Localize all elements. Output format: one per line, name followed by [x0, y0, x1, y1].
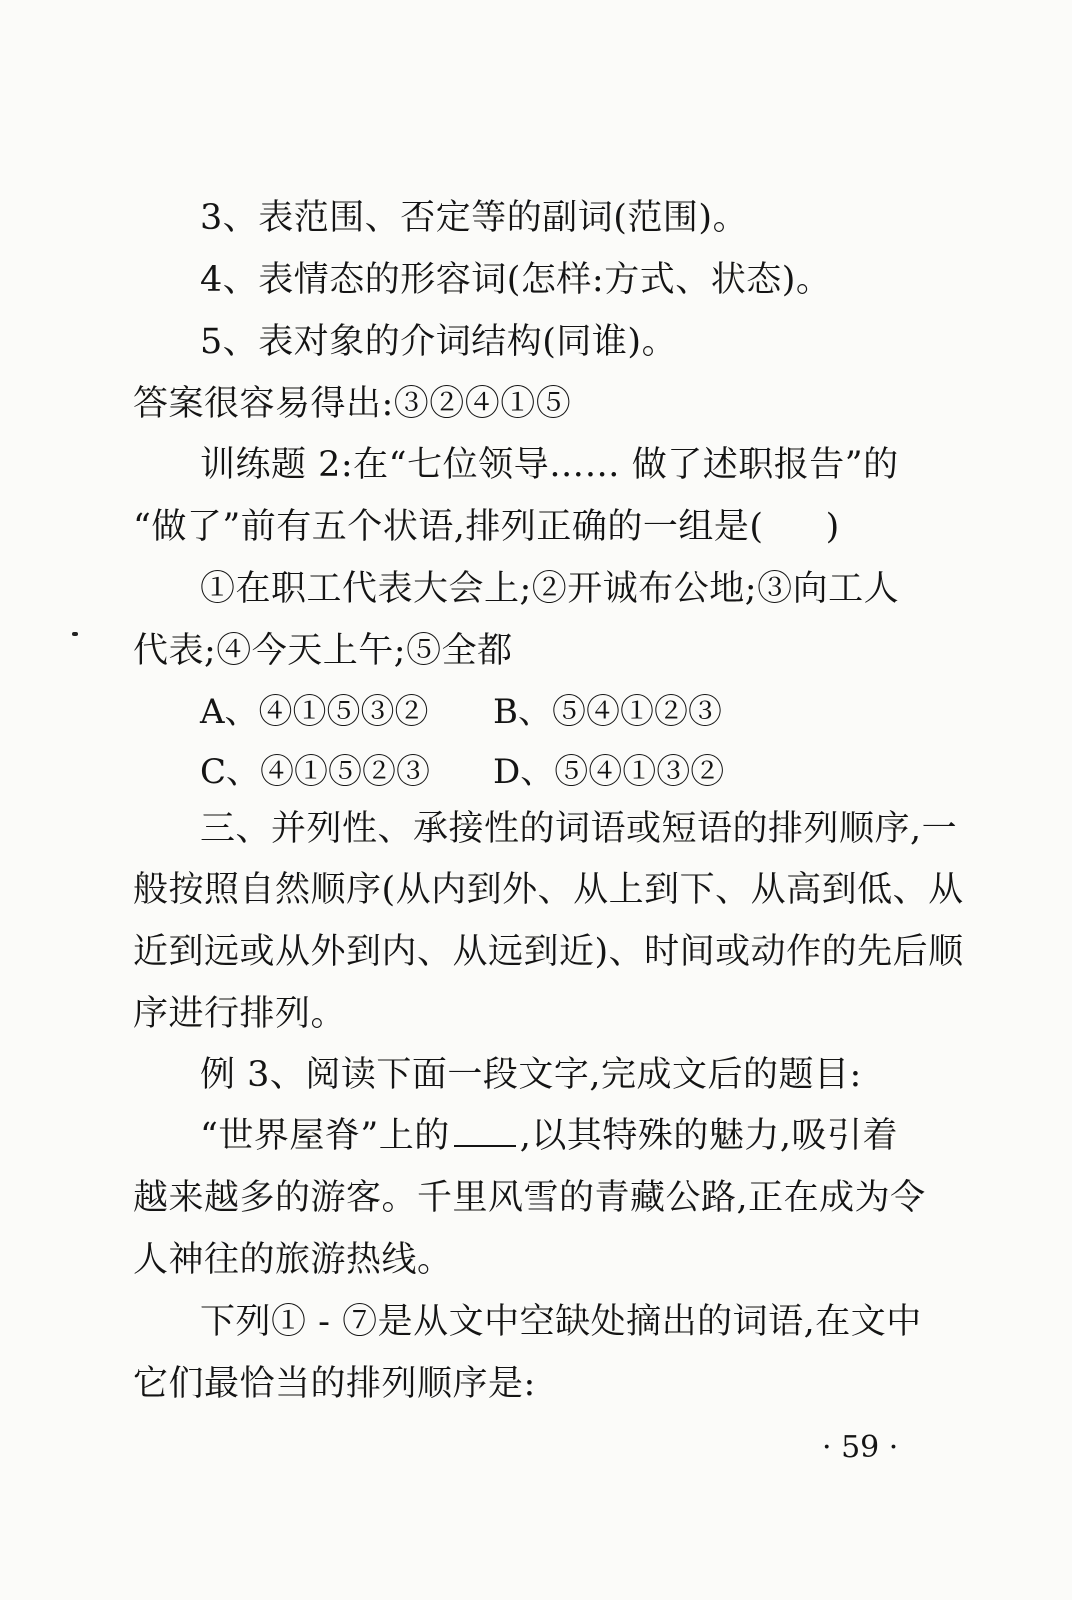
- passage-line-1: [200, 1114, 898, 1158]
- passage-text-end: ,以其特殊的魅力,吸引着: [519, 1116, 899, 1156]
- section-3-line-1: 三、并列性、承接性的词语或短语的排列顺序,一: [200, 809, 958, 849]
- option-a: A、④①⑤③②: [200, 692, 429, 732]
- text-line-1: 3、表范围、否定等的副词(范围)。: [200, 198, 749, 238]
- answer-line: 答案很容易得出:③②④①⑤: [133, 384, 572, 424]
- exercise-2-line-2: [133, 505, 840, 549]
- exercise-2-items-1: ①在职工代表大会上;②开诚布公地;③向工人: [200, 569, 900, 609]
- example-3-heading: 例 3、阅读下面一段文字,完成文后的题目:: [200, 1055, 862, 1095]
- option-b: B、⑤④①②③: [493, 692, 722, 732]
- section-3-line-2: 般按照自然顺序(从内到外、从上到下、从高到低、从: [133, 870, 964, 910]
- section-3-line-3: 近到远或从外到内、从远到近)、时间或动作的先后顺: [133, 932, 964, 972]
- exercise-2-items-2: 代表;④今天上午;⑤全都: [133, 631, 513, 671]
- option-d: D、⑤④①③②: [493, 752, 725, 792]
- text-line-2: 4、表情态的形容词(怎样:方式、状态)。: [200, 260, 832, 300]
- exercise-2-line-1: 训练题 2:在“七位领导…… 做了述职报告”的: [200, 445, 899, 485]
- passage-line-3: 人神往的旅游热线。: [133, 1240, 453, 1280]
- passage-line-2: 越来越多的游客。千里风雪的青藏公路,正在成为令: [133, 1178, 926, 1218]
- closing-paren: ): [825, 507, 840, 547]
- scan-speck: [72, 632, 78, 636]
- passage-text-start: “世界屋脊”上的: [200, 1116, 450, 1156]
- text-line-3: 5、表对象的介词结构(同谁)。: [200, 322, 678, 362]
- section-3-line-4: 序进行排列。: [133, 994, 347, 1034]
- exercise-2-prompt: “做了”前有五个状语,排列正确的一组是(: [133, 507, 764, 547]
- page-number: · 59 ·: [822, 1430, 899, 1465]
- question-line-2: 它们最恰当的排列顺序是:: [133, 1364, 536, 1404]
- option-c: C、④①⑤②③: [200, 752, 431, 792]
- fill-blank: [454, 1115, 516, 1147]
- question-line-1: 下列① - ⑦是从文中空缺处摘出的词语,在文中: [200, 1302, 922, 1342]
